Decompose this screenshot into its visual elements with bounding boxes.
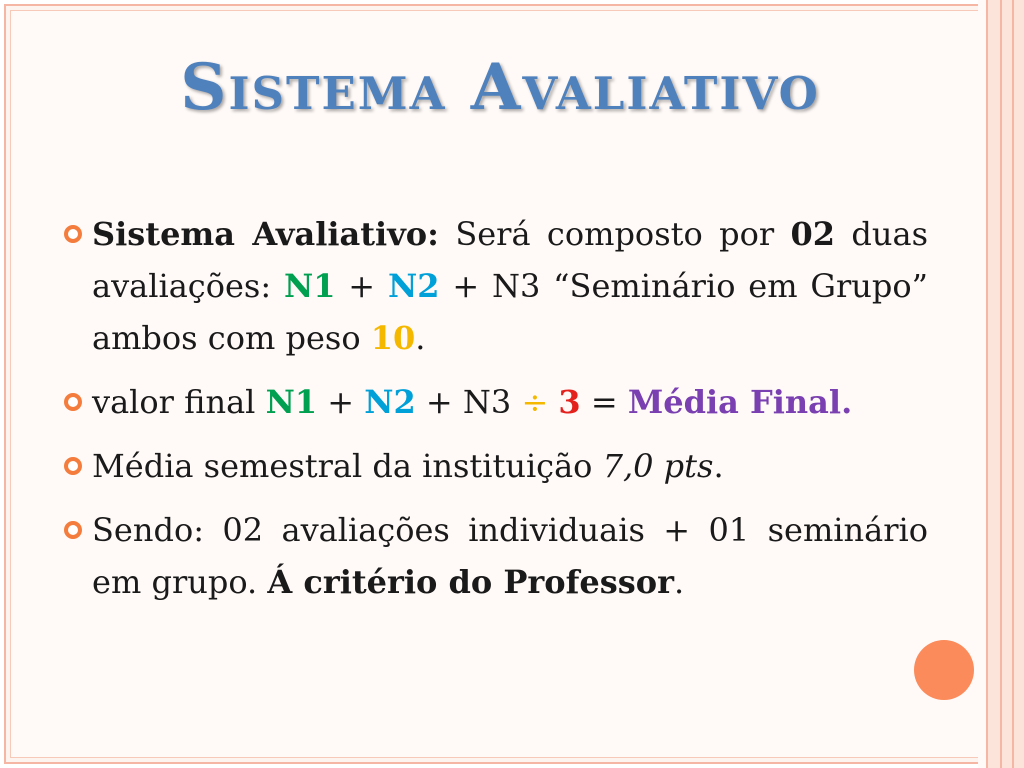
bullet-text-segment: 3 (558, 383, 581, 421)
slide-title: Sistema Avaliativo (180, 50, 820, 125)
bullet-text-segment: valor final (92, 383, 266, 421)
bullet-item (62, 208, 928, 364)
bullet-text-segment: N1 (283, 267, 336, 305)
bullet-list (62, 208, 928, 620)
bullet-text-segment: Média Final. (627, 383, 853, 421)
bullet-item (62, 376, 928, 428)
bullet-text-segment: + N3 “Seminário em Grupo” ambos com peso (92, 267, 929, 357)
bullet-text-segment: 10 (370, 319, 416, 357)
bullet-text-segment: + (335, 267, 388, 305)
bullet-text-segment: . (415, 319, 426, 357)
bullet-text-segment: duas avaliações: (92, 215, 929, 305)
bullet-text-segment: 02 (790, 215, 836, 253)
bullet-item (62, 440, 928, 492)
bullet-circle-icon (64, 225, 82, 243)
bullet-text-segment: Será composto por (438, 215, 791, 253)
bullet-circle-icon (64, 521, 82, 539)
bullet-text-segment: Sistema Avaliativo: (92, 215, 439, 253)
bullet-text-segment: = (580, 383, 628, 421)
bullet-text-segment: 7,0 pts (602, 447, 714, 485)
bullet-text-segment: + (317, 383, 365, 421)
bullet-text-segment: N2 (387, 267, 440, 305)
bullet-text-segment: . (673, 563, 685, 601)
bullet-text-segment: Á critério do Professor (267, 563, 674, 601)
bullet-text-segment (548, 383, 558, 421)
bullet-text-segment: N1 (265, 383, 318, 421)
bullet-text-segment: + N3 (415, 383, 522, 421)
bullet-text-segment: Sendo: 02 avaliações individuais + 01 seminário em grupo. (92, 511, 928, 601)
bullet-item (62, 504, 928, 608)
bullet-circle-icon (64, 393, 82, 411)
bullet-text-segment: Média semestral da instituição (92, 447, 603, 485)
bullet-circle-icon (64, 457, 82, 475)
decorative-circle-icon (914, 640, 974, 700)
bullet-text-segment: . (713, 447, 724, 485)
bullet-text-segment: ÷ (521, 383, 549, 421)
bullet-text-segment: N2 (364, 383, 416, 421)
